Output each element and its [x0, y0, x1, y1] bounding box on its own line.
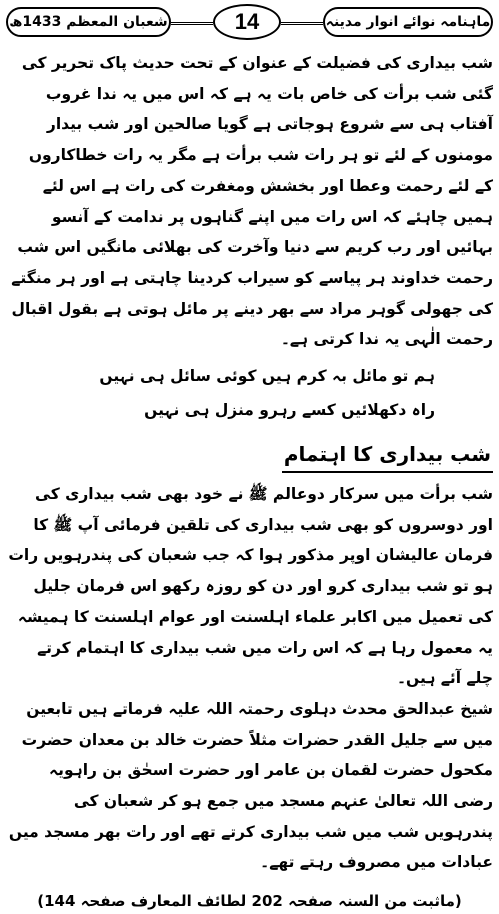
page-number: 14 [213, 4, 281, 40]
header-rule-right [281, 22, 323, 25]
section-heading: شب بیداری کا اہتمام [282, 439, 493, 473]
issue-date-badge: شعبان المعظم 1433ھ [6, 7, 171, 37]
poem-line-1: ہم تو مائل بہ کرم ہیں کوئی سائل ہی نہیں [99, 367, 435, 386]
poem-line-2: راہ دکھلائیں کسے رہرو منزل ہی نہیں [144, 401, 435, 420]
magazine-title: ماہنامہ نوائے انوار مدینہ [323, 7, 493, 37]
paragraph-1: شب بیداری کی فضیلت کے عنوان کے تحت حدیث پاک تحریر کی گئی شب برأت کی خاص بات یہ ہے کہ اس میں یہ ندا غروب آفتاب ہی سے شروع ہوجاتی ہے گویا صالحین اور شب بیدار مومنوں کے لئے تو ہر رات شب برأت ہے مگر یہ رات خطاکاروں کے لئے رحمت وعطا اور بخشش ومغفرت کی رات ہے اس لئے ہمیں چاہئے کہ اس رات میں اپنے گناہوں پر ندامت کے آنسو بہائیں اور رب کریم سے دنیا وآخرت کی بھلائی مانگیں اس شب رحمت خداوند ہر پیاسے کو سیراب کردینا چاہتی ہے اور ہر منگتے کی جھولی گوہر مراد سے بھر دینے پر مائل ہوتی ہے بقول اقبال رحمت الٰہی یہ ندا کرتی ہے۔ [11, 54, 493, 349]
page-header [6, 4, 493, 44]
poem-couplet [6, 359, 493, 427]
paragraph-2: شب برأت میں سرکار دوعالم ﷺ نے خود بھی شب بیداری کی اور دوسروں کو بھی شب بیداری کی تلقین فرمائی آپ ﷺ کا فرمان عالیشان اوپر مذکور ہوا کہ جب شعبان کی پندرہویں رات ہو تو شب بیداری کرو اور دن کو روزہ رکھو اس فرمان جلیل کی تعمیل میں اکابر علماء اہلسنت اور عوام اہلسنت کا ہمیشہ یہ معمول رہا ہے کہ اس رات میں شب بیداری کا اہتمام کرتے چلے آئے ہیں۔ [8, 485, 493, 688]
article-body [6, 48, 493, 914]
section-heading-wrap [6, 439, 493, 473]
header-rule-left [171, 22, 213, 25]
reference-citation: (ماثبت من السنہ صفحہ 202 لطائف المعارف صفحہ 144) [37, 892, 462, 911]
paragraph-3: شیخ عبدالحق محدث دہلوی رحمتہ اللہ علیہ فرماتے ہیں تابعین میں سے جلیل القدر حضرات مثلاً حضرت خالد بن معدان حضرت مکحول حضرت لقمان بن عامر اور حضرت اسحٰق بن راہویہ رضی اللہ تعالیٰ عنہم مسجد میں جمع ہو کر شعبان کی پندرہویں شب میں شب بیداری کرتے تھے اور رات بھر مسجد میں عبادات میں مصروف رہتے تھے۔ [8, 699, 493, 872]
